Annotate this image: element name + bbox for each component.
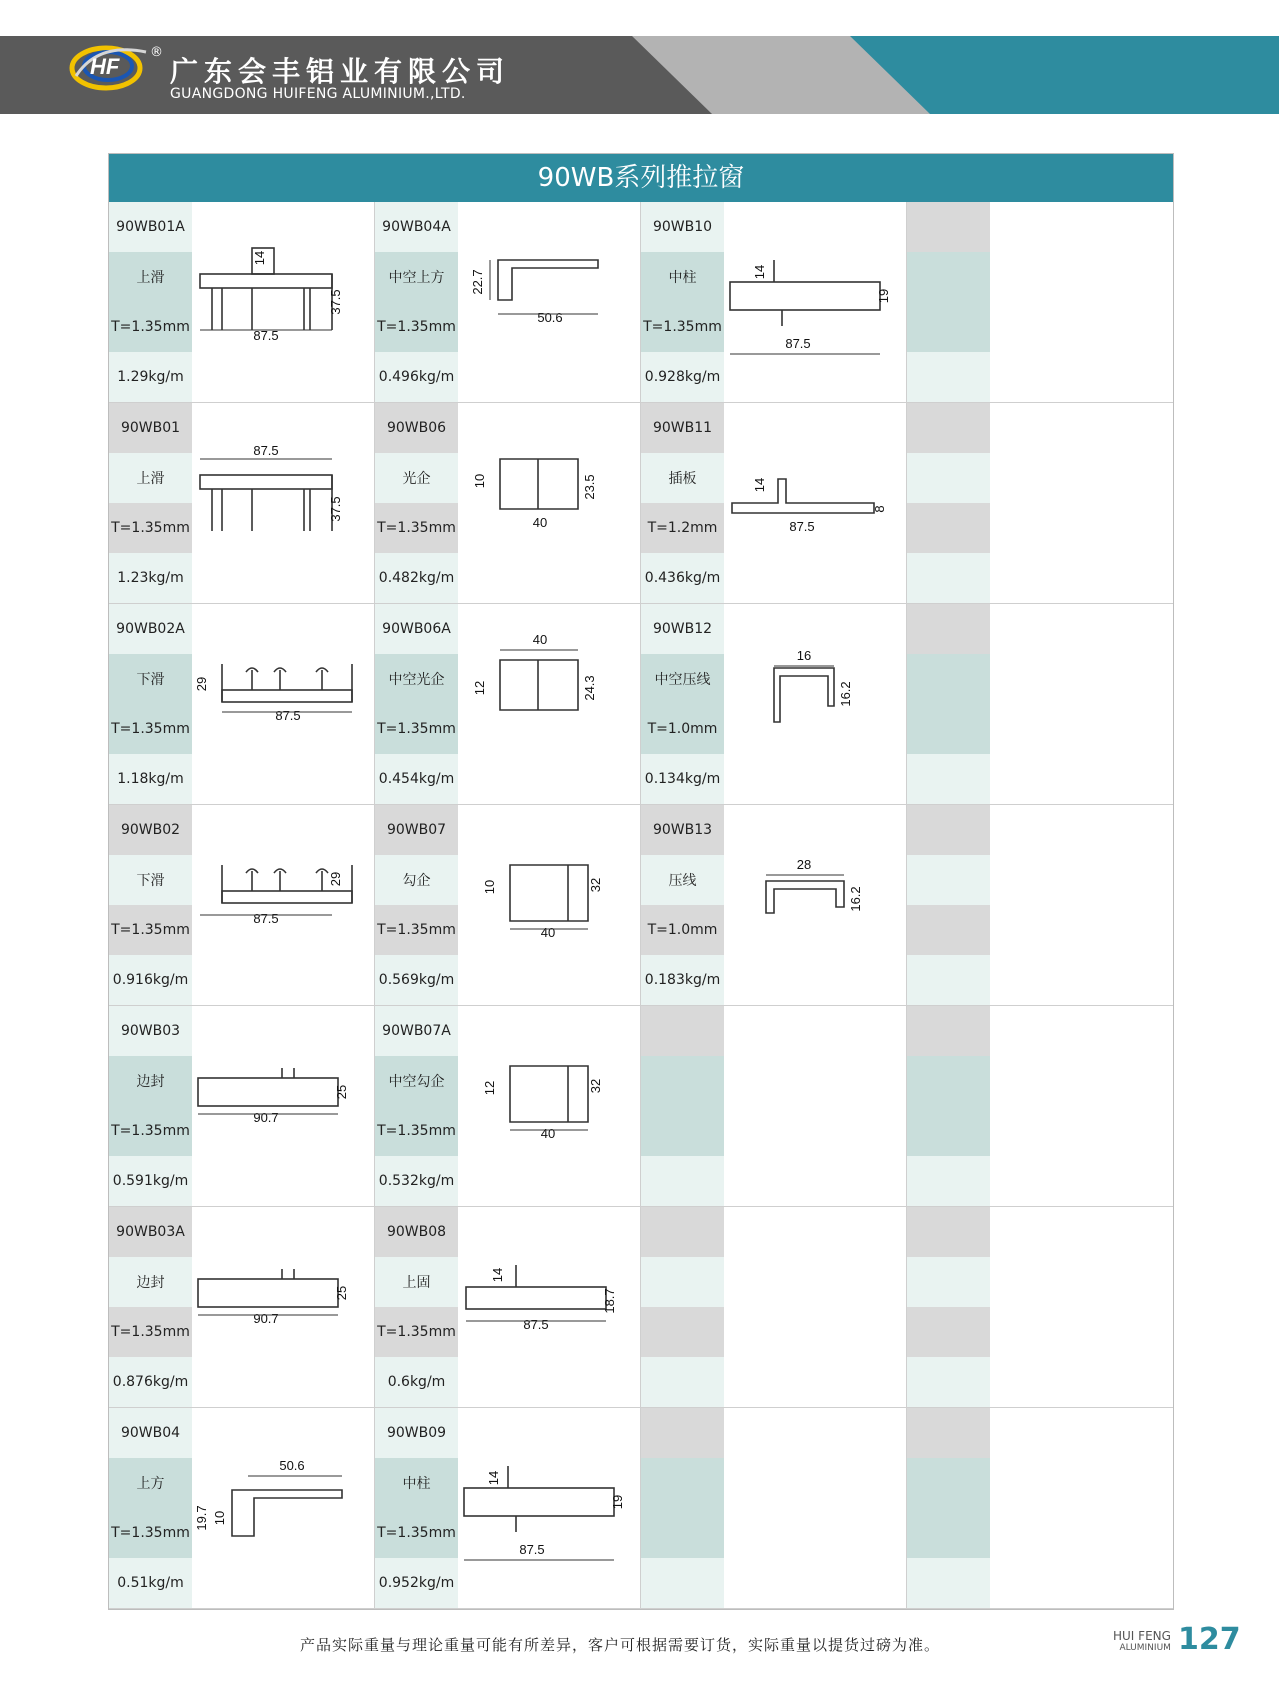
product-spec-column <box>907 1408 990 1608</box>
profile-drawing <box>200 248 343 343</box>
profile-section-svg <box>192 403 375 604</box>
empty-diagram-slot <box>990 1207 1173 1407</box>
product-weight: 0.6kg/m <box>375 1357 458 1407</box>
product-cell <box>907 1207 1173 1408</box>
dimension-label: 29 <box>328 871 343 887</box>
profile-drawing <box>482 865 603 940</box>
product-spec-column <box>375 1006 458 1206</box>
profile-diagram <box>724 604 907 804</box>
profile-diagram <box>192 1006 375 1206</box>
product-thickness: T=1.35mm <box>109 905 192 955</box>
product-thickness: T=1.35mm <box>109 1307 192 1357</box>
profile-section-svg <box>458 1006 641 1207</box>
product-spec-column <box>907 403 990 603</box>
profile-drawing <box>472 632 597 710</box>
profile-drawing <box>198 1068 349 1125</box>
product-thickness: T=1.35mm <box>375 704 458 754</box>
dimension-label: 10 <box>472 473 487 489</box>
dimension-label: 14 <box>752 477 767 493</box>
profile-section-svg <box>458 1408 641 1609</box>
dimension-label: 40 <box>540 1126 556 1141</box>
empty-diagram-slot <box>990 202 1173 402</box>
profile-drawing <box>464 1466 625 1560</box>
product-cell <box>907 1408 1173 1609</box>
product-name: 下滑 <box>109 855 192 905</box>
product-name: 上固 <box>375 1257 458 1307</box>
profile-drawing <box>466 1265 617 1332</box>
empty-label-slot <box>907 754 990 804</box>
empty-label-slot <box>641 1558 724 1608</box>
product-code: 90WB09 <box>375 1408 458 1458</box>
product-cell <box>641 1207 907 1408</box>
product-weight: 0.454kg/m <box>375 754 458 804</box>
product-cell <box>375 604 641 805</box>
profile-section-svg <box>724 604 907 805</box>
product-code: 90WB07A <box>375 1006 458 1056</box>
product-name: 中空勾企 <box>375 1056 458 1106</box>
product-thickness: T=1.35mm <box>375 905 458 955</box>
product-thickness: T=1.0mm <box>641 905 724 955</box>
product-name: 勾企 <box>375 855 458 905</box>
profile-diagram <box>724 202 907 402</box>
profile-section-svg <box>458 805 641 1006</box>
product-cell <box>907 403 1173 604</box>
empty-label-slot <box>907 1458 990 1508</box>
empty-diagram-slot <box>990 1006 1173 1206</box>
dimension-label: 37.5 <box>328 289 343 315</box>
product-spec-column <box>641 1207 724 1407</box>
product-grid <box>109 202 1173 1609</box>
product-cell <box>641 1408 907 1609</box>
product-weight: 0.952kg/m <box>375 1558 458 1608</box>
empty-label-slot <box>907 955 990 1005</box>
product-code: 90WB03 <box>109 1006 192 1056</box>
profile-section-svg <box>724 403 907 604</box>
profile-diagram <box>458 403 641 603</box>
product-thickness: T=1.35mm <box>109 704 192 754</box>
page-number: 127 <box>1178 1622 1241 1657</box>
product-code: 90WB12 <box>641 604 724 654</box>
empty-label-slot <box>907 252 990 302</box>
profile-section-svg <box>192 1207 375 1408</box>
profile-diagram <box>458 805 641 1005</box>
product-spec-column <box>907 202 990 402</box>
empty-label-slot <box>907 503 990 553</box>
product-cell <box>641 403 907 604</box>
empty-label-slot <box>907 1257 990 1307</box>
product-spec-column <box>907 1006 990 1206</box>
product-cell <box>641 805 907 1006</box>
product-weight: 0.532kg/m <box>375 1156 458 1206</box>
dimension-label: 10 <box>482 879 497 895</box>
product-code: 90WB06 <box>375 403 458 453</box>
product-name: 插板 <box>641 453 724 503</box>
empty-label-slot <box>641 1307 724 1357</box>
product-cell <box>375 1408 641 1609</box>
empty-label-slot <box>907 805 990 855</box>
profile-diagram <box>724 403 907 603</box>
footer-brand <box>1113 1630 1171 1654</box>
product-cell <box>109 1207 375 1408</box>
empty-diagram-slot <box>724 1207 907 1407</box>
dimension-label: 19 <box>610 1494 625 1510</box>
product-code: 90WB11 <box>641 403 724 453</box>
empty-label-slot <box>641 1458 724 1508</box>
empty-label-slot <box>641 1357 724 1407</box>
product-name: 边封 <box>109 1056 192 1106</box>
dimension-label: 25 <box>334 1084 349 1100</box>
empty-label-slot <box>907 352 990 402</box>
company-logo-icon <box>68 40 150 92</box>
product-name: 中空上方 <box>375 252 458 302</box>
product-thickness: T=1.35mm <box>375 503 458 553</box>
product-thickness: T=1.2mm <box>641 503 724 553</box>
product-cell <box>907 805 1173 1006</box>
dimension-label: 87.5 <box>253 328 279 343</box>
product-code: 90WB07 <box>375 805 458 855</box>
profile-drawing <box>472 459 597 530</box>
empty-diagram-slot <box>724 1006 907 1206</box>
dimension-label: 19.7 <box>194 1505 209 1531</box>
profile-diagram <box>192 202 375 402</box>
profile-drawing <box>732 478 887 534</box>
product-spec-column <box>641 1006 724 1206</box>
footer-note: 产品实际重量与理论重量可能有所差异，客户可根据需要订货，实际重量以提货过磅为准。 <box>300 1636 941 1654</box>
empty-diagram-slot <box>724 1408 907 1608</box>
profile-section-svg <box>192 805 375 1006</box>
series-title: 90WB系列推拉窗 <box>109 154 1173 202</box>
product-cell <box>375 202 641 403</box>
product-cell <box>109 1408 375 1609</box>
product-weight: 0.916kg/m <box>109 955 192 1005</box>
empty-label-slot <box>907 1357 990 1407</box>
product-spec-column <box>641 403 724 603</box>
product-weight: 0.569kg/m <box>375 955 458 1005</box>
empty-label-slot <box>641 1056 724 1106</box>
dimension-label: 87.5 <box>785 336 811 351</box>
product-weight: 0.876kg/m <box>109 1357 192 1407</box>
product-name: 压线 <box>641 855 724 905</box>
product-cell <box>375 1207 641 1408</box>
product-cell <box>375 805 641 1006</box>
product-cell <box>109 403 375 604</box>
dimension-label: 90.7 <box>253 1110 279 1125</box>
dimension-label: 19 <box>876 288 891 304</box>
empty-label-slot <box>907 1006 990 1056</box>
profile-diagram <box>458 1006 641 1206</box>
product-spec-column <box>109 1408 192 1608</box>
dimension-label: 14 <box>252 250 267 266</box>
dimension-label: 40 <box>540 925 556 940</box>
dimension-label: 29 <box>194 676 209 692</box>
empty-diagram-slot <box>990 805 1173 1005</box>
empty-label-slot <box>907 1408 990 1458</box>
profile-section-svg <box>724 805 907 1006</box>
dimension-label: 87.5 <box>253 443 279 458</box>
product-spec-column <box>641 805 724 1005</box>
empty-label-slot <box>907 1056 990 1106</box>
product-spec-column <box>375 805 458 1005</box>
logo-text: HF <box>90 54 120 79</box>
product-spec-column <box>109 1006 192 1206</box>
empty-label-slot <box>907 1307 990 1357</box>
dimension-label: 16.2 <box>838 681 853 707</box>
profile-diagram <box>192 604 375 804</box>
product-cell <box>907 202 1173 403</box>
product-cell <box>641 1006 907 1207</box>
empty-diagram-slot <box>990 1408 1173 1608</box>
dimension-label: 24.3 <box>582 675 597 701</box>
dimension-label: 22.7 <box>470 269 485 295</box>
product-name: 中空压线 <box>641 654 724 704</box>
empty-label-slot <box>907 1156 990 1206</box>
product-weight: 0.496kg/m <box>375 352 458 402</box>
profile-drawing <box>200 865 352 926</box>
product-name: 中柱 <box>375 1458 458 1508</box>
empty-label-slot <box>907 704 990 754</box>
product-cell <box>375 1006 641 1207</box>
dimension-label: 14 <box>486 1470 501 1486</box>
company-name-en: GUANGDONG HUIFENG ALUMINIUM.,LTD. <box>170 86 466 102</box>
empty-label-slot <box>907 453 990 503</box>
dimension-label: 32 <box>588 1078 603 1094</box>
profile-section-svg <box>458 202 641 403</box>
product-spec-column <box>375 604 458 804</box>
empty-label-slot <box>641 1106 724 1156</box>
empty-label-slot <box>641 1006 724 1056</box>
dimension-label: 87.5 <box>519 1542 545 1557</box>
dimension-label: 16 <box>796 648 812 663</box>
dimension-label: 87.5 <box>523 1317 549 1332</box>
product-name: 上方 <box>109 1458 192 1508</box>
empty-label-slot <box>907 202 990 252</box>
dimension-label: 28 <box>796 857 812 872</box>
product-spec-column <box>375 202 458 402</box>
dimension-label: 87.5 <box>275 708 301 723</box>
footer-brand-line1: HUI FENG <box>1113 1629 1171 1643</box>
dimension-label: 23.5 <box>582 474 597 500</box>
product-cell <box>109 604 375 805</box>
dimension-label: 32 <box>588 877 603 893</box>
empty-label-slot <box>641 1257 724 1307</box>
product-spec-column <box>641 202 724 402</box>
product-weight: 0.928kg/m <box>641 352 724 402</box>
profile-drawing <box>470 260 598 325</box>
profile-drawing <box>194 664 352 723</box>
dimension-label: 14 <box>752 264 767 280</box>
dimension-label: 25 <box>334 1285 349 1301</box>
dimension-label: 12 <box>482 1080 497 1096</box>
dimension-label: 90.7 <box>253 1311 279 1326</box>
product-code: 90WB06A <box>375 604 458 654</box>
product-weight: 0.134kg/m <box>641 754 724 804</box>
product-spec-column <box>907 604 990 804</box>
product-code: 90WB04 <box>109 1408 192 1458</box>
empty-diagram-slot <box>990 604 1173 804</box>
profile-section-svg <box>458 403 641 604</box>
profile-drawing <box>482 1066 603 1141</box>
product-cell <box>109 1006 375 1207</box>
dimension-label: 18.7 <box>602 1288 617 1314</box>
product-thickness: T=1.35mm <box>375 1106 458 1156</box>
product-spec-column <box>375 403 458 603</box>
profile-diagram <box>724 805 907 1005</box>
product-spec-column <box>641 1408 724 1608</box>
empty-label-slot <box>641 1207 724 1257</box>
dimension-label: 50.6 <box>537 310 563 325</box>
product-spec-column <box>641 604 724 804</box>
profile-diagram <box>458 1207 641 1407</box>
dimension-label: 40 <box>532 632 548 647</box>
product-name: 上滑 <box>109 453 192 503</box>
product-spec-column <box>375 1408 458 1608</box>
dimension-label: 37.5 <box>328 496 343 522</box>
profile-drawing <box>200 443 343 531</box>
footer-brand-line2: ALUMINIUM <box>1119 1643 1171 1653</box>
profile-section-svg <box>458 1207 641 1408</box>
product-cell <box>641 604 907 805</box>
dimension-label: 8 <box>872 505 887 513</box>
profile-section-svg <box>192 202 375 403</box>
profile-drawing <box>730 260 891 354</box>
profile-drawing <box>774 648 853 722</box>
product-weight: 0.436kg/m <box>641 553 724 603</box>
product-spec-column <box>907 1207 990 1407</box>
profile-drawing <box>194 1458 342 1536</box>
empty-label-slot <box>641 1508 724 1558</box>
product-thickness: T=1.35mm <box>375 1307 458 1357</box>
profile-drawing <box>766 857 863 913</box>
registered-mark: ® <box>150 45 163 60</box>
profile-diagram <box>192 1207 375 1407</box>
product-thickness: T=1.35mm <box>375 302 458 352</box>
profile-section-svg <box>192 604 375 805</box>
profile-diagram <box>458 202 641 402</box>
empty-label-slot <box>907 302 990 352</box>
profile-section-svg <box>724 202 907 403</box>
product-code: 90WB01 <box>109 403 192 453</box>
product-thickness: T=1.35mm <box>109 503 192 553</box>
product-name: 光企 <box>375 453 458 503</box>
product-spec-column <box>109 202 192 402</box>
product-weight: 0.51kg/m <box>109 1558 192 1608</box>
dimension-label: 50.6 <box>279 1458 305 1473</box>
empty-label-slot <box>907 1508 990 1558</box>
empty-label-slot <box>641 1156 724 1206</box>
empty-label-slot <box>641 1408 724 1458</box>
product-cell <box>907 604 1173 805</box>
empty-label-slot <box>907 1207 990 1257</box>
product-code: 90WB02 <box>109 805 192 855</box>
product-spec-column <box>375 1207 458 1407</box>
product-spec-column <box>109 403 192 603</box>
profile-diagram <box>192 403 375 603</box>
product-spec-column <box>109 1207 192 1407</box>
product-weight: 0.591kg/m <box>109 1156 192 1206</box>
company-name-cn: 广东会丰铝业有限公司 <box>170 55 511 88</box>
product-cell <box>109 202 375 403</box>
profile-section-svg <box>192 1408 375 1609</box>
product-name: 中柱 <box>641 252 724 302</box>
empty-label-slot <box>907 604 990 654</box>
product-cell <box>641 202 907 403</box>
profile-diagram <box>458 1408 641 1608</box>
product-cell <box>907 1006 1173 1207</box>
product-code: 90WB13 <box>641 805 724 855</box>
empty-label-slot <box>907 1106 990 1156</box>
product-thickness: T=1.35mm <box>375 1508 458 1558</box>
empty-label-slot <box>907 1558 990 1608</box>
empty-label-slot <box>907 654 990 704</box>
empty-label-slot <box>907 905 990 955</box>
product-weight: 0.183kg/m <box>641 955 724 1005</box>
product-catalog <box>108 153 1174 1610</box>
dimension-label: 16.2 <box>848 886 863 912</box>
product-spec-column <box>109 604 192 804</box>
empty-label-slot <box>907 403 990 453</box>
dimension-label: 10 <box>212 1510 227 1526</box>
product-thickness: T=1.35mm <box>109 1508 192 1558</box>
product-name: 边封 <box>109 1257 192 1307</box>
product-thickness: T=1.35mm <box>109 1106 192 1156</box>
dimension-label: 87.5 <box>253 911 279 926</box>
profile-drawing <box>198 1269 349 1326</box>
product-spec-column <box>907 805 990 1005</box>
product-code: 90WB10 <box>641 202 724 252</box>
product-thickness: T=1.0mm <box>641 704 724 754</box>
product-spec-column <box>109 805 192 1005</box>
product-name: 上滑 <box>109 252 192 302</box>
dimension-label: 40 <box>532 515 548 530</box>
product-code: 90WB01A <box>109 202 192 252</box>
profile-section-svg <box>458 604 641 805</box>
product-name: 中空光企 <box>375 654 458 704</box>
product-thickness: T=1.35mm <box>109 302 192 352</box>
dimension-label: 14 <box>490 1267 505 1283</box>
product-name: 下滑 <box>109 654 192 704</box>
empty-label-slot <box>907 553 990 603</box>
empty-label-slot <box>907 855 990 905</box>
product-weight: 0.482kg/m <box>375 553 458 603</box>
empty-diagram-slot <box>990 403 1173 603</box>
product-code: 90WB03A <box>109 1207 192 1257</box>
product-code: 90WB02A <box>109 604 192 654</box>
product-cell <box>375 403 641 604</box>
product-cell <box>109 805 375 1006</box>
profile-section-svg <box>192 1006 375 1207</box>
product-weight: 1.23kg/m <box>109 553 192 603</box>
product-weight: 1.29kg/m <box>109 352 192 402</box>
product-thickness: T=1.35mm <box>641 302 724 352</box>
profile-diagram <box>192 805 375 1005</box>
product-weight: 1.18kg/m <box>109 754 192 804</box>
dimension-label: 12 <box>472 680 487 696</box>
dimension-label: 87.5 <box>789 519 815 534</box>
profile-diagram <box>192 1408 375 1608</box>
product-code: 90WB04A <box>375 202 458 252</box>
profile-diagram <box>458 604 641 804</box>
product-code: 90WB08 <box>375 1207 458 1257</box>
